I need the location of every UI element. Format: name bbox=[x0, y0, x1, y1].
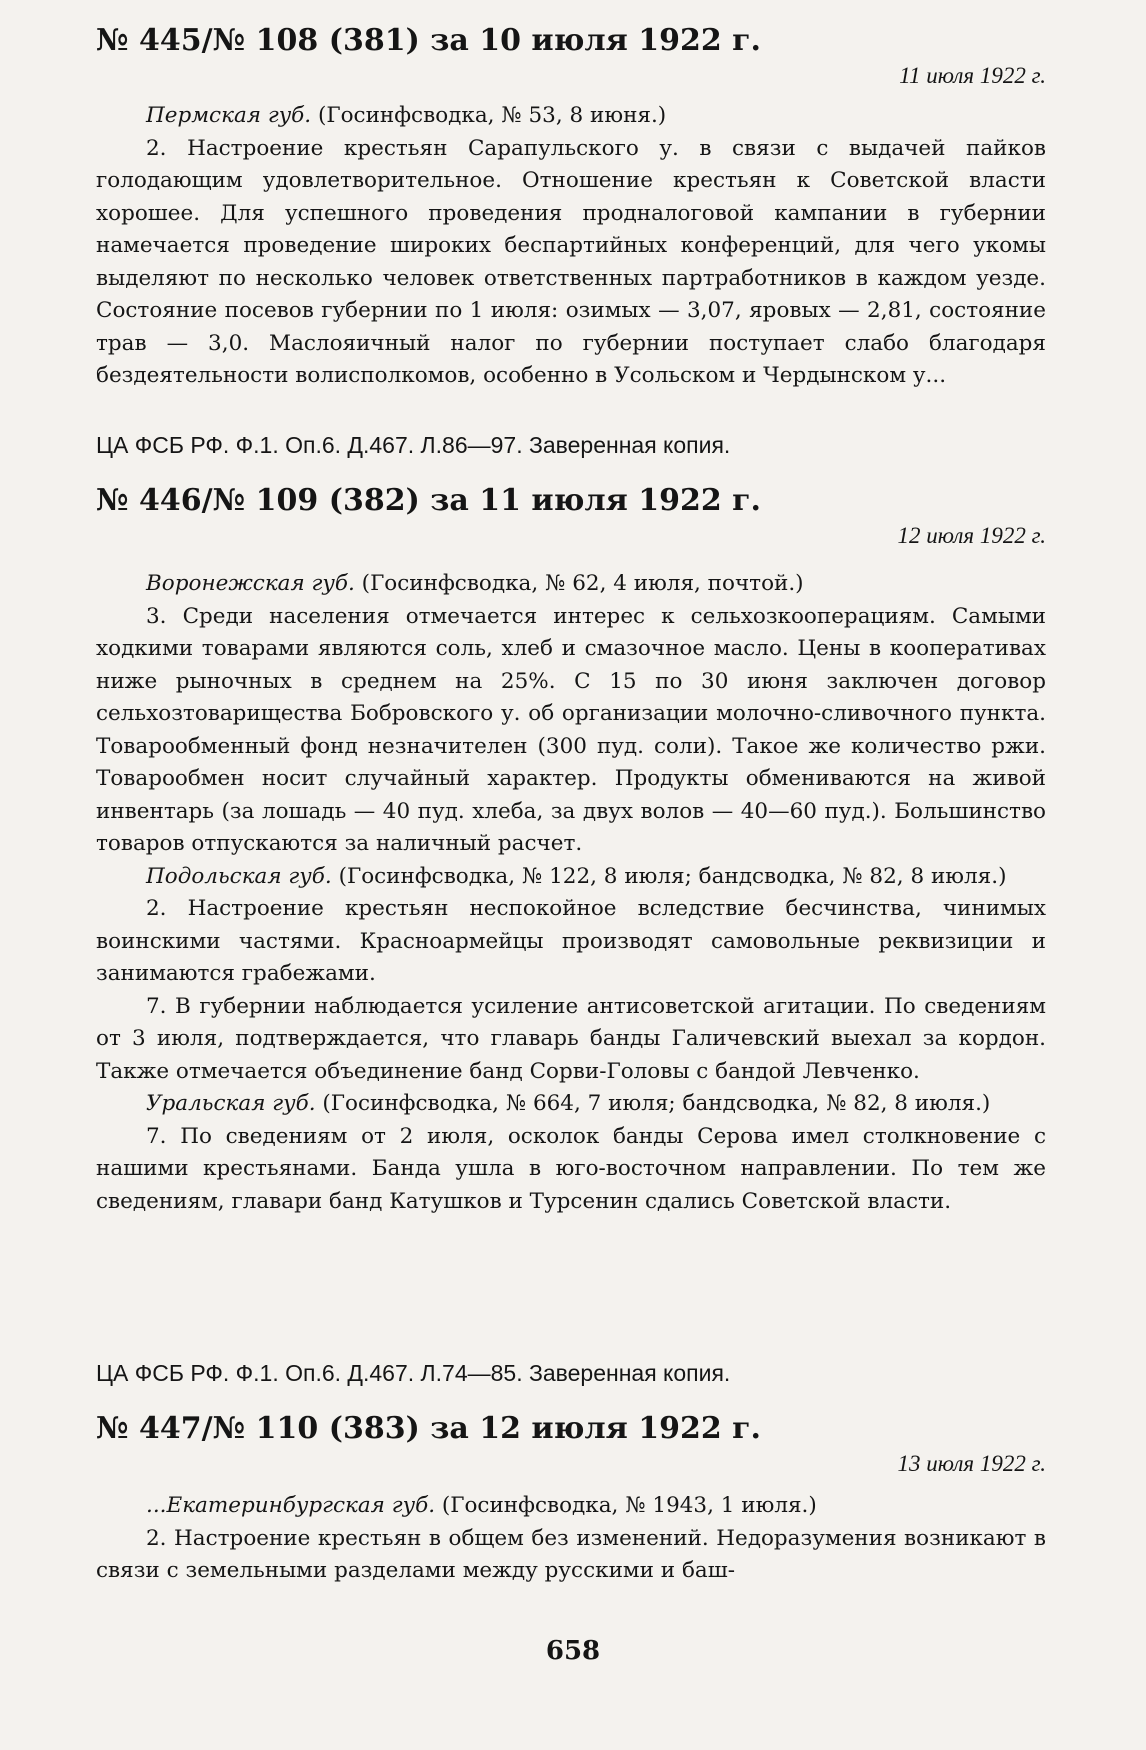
doc-446-paragraph-3: 7. В губернии наблюдается усиление антисоветской агитации. По сведениям от 3 июля, подтверждается, что главарь банды Галичевский выехал за кордон. Также отмечается объединение банд Сорви-Головы с бандой Левченко. bbox=[96, 993, 1046, 1084]
doc-445-paragraph: 2. Настроение крестьян Сарапульского у. в связи с выдачей пайков голодающим удовлетворительное. Отношение крестьян к Советской власти хорошее. Для успешного проведения продналоговой кампании в губернии намечается проведение широких беспартийных конференций, для чего укомы выделяют по несколько человек ответственных партработников в каждом уезде. Состояние посевов губернии по 1 июля: озимых — 3,07, яровых — 2,81, состояние трав — 3,0. Маслояичный налог по губернии поступает слабо благодаря бездеятельности волисполкомов, особенно в Усольском и Чердынском у... bbox=[96, 135, 1046, 388]
doc-446-date: 12 июля 1922 г. bbox=[897, 523, 1046, 548]
source-region: Уральская губ. bbox=[146, 1091, 316, 1116]
doc-445-date: 11 июля 1922 г. bbox=[899, 63, 1046, 88]
source-details: (Госинфсводка, № 1943, 1 июля.) bbox=[435, 1493, 817, 1518]
doc-447-date: 13 июля 1922 г. bbox=[897, 1451, 1046, 1476]
doc-447-paragraph: 2. Настроение крестьян в общем без изменений. Недоразумения возникают в связи с земельными разделами между русскими и баш- bbox=[96, 1525, 1046, 1583]
source-details: (Госинфсводка, № 664, 7 июля; бандсводка, № 82, 8 июля.) bbox=[315, 1091, 991, 1116]
source-region: Пермская губ. bbox=[146, 103, 312, 128]
doc-446-section bbox=[96, 482, 1046, 554]
source-region: Подольская губ. bbox=[146, 863, 332, 889]
doc-447-body bbox=[96, 1490, 1046, 1588]
doc-446-source-3 bbox=[96, 1088, 1046, 1121]
doc-446-source-1 bbox=[96, 568, 1046, 601]
doc-446-heading: № 446/№ 109 (382) за 11 июля 1922 г. bbox=[96, 483, 761, 518]
source-details: (Госинфсводка, № 53, 8 июня.) bbox=[311, 103, 667, 128]
doc-445-section bbox=[96, 22, 1046, 94]
doc-445-heading: № 445/№ 108 (381) за 10 июля 1922 г. bbox=[96, 23, 761, 58]
doc-447-source bbox=[96, 1490, 1046, 1523]
doc-446-paragraph-1: 3. Среди населения отмечается интерес к сельхозкооперациям. Самыми ходкими товарами являются соль, хлеб и смазочное масло. Цены в кооперативах ниже рыночных в среднем на 25%. С 15 по 30 июня заключен договор сельхозтоварищества Бобровского у. об организации молочно-сливочного пункта. Товарообменный фонд незначителен (300 пуд. соли). Такое же количество ржи. Товарообмен носит случайный характер. Продукты обмениваются на живой инвентарь (за лошадь — 40 пуд. хлеба, за двух волов — 40—60 пуд.). Большинство товаров отпускаются за наличный расчет. bbox=[96, 603, 1046, 856]
doc-447-heading: № 447/№ 110 (383) за 12 июля 1922 г. bbox=[96, 1411, 761, 1446]
archive-reference: ЦА ФСБ РФ. Ф.1. Оп.6. Д.467. Л.74—85. Заверенная копия. bbox=[96, 1360, 731, 1386]
doc-446-body bbox=[96, 568, 1046, 1218]
source-region: ...Екатеринбургская губ. bbox=[146, 1493, 436, 1518]
doc-445-archive bbox=[96, 430, 1046, 460]
source-details: (Госинфсводка, № 122, 8 июля; бандсводка, № 82, 8 июля.) bbox=[331, 863, 1007, 889]
doc-446-archive bbox=[96, 1358, 1046, 1388]
doc-447-section bbox=[96, 1410, 1046, 1482]
doc-445-source bbox=[96, 100, 1046, 133]
doc-445-body bbox=[96, 100, 1046, 393]
source-details: (Госинфсводка, № 62, 4 июля, почтой.) bbox=[354, 571, 804, 596]
archive-reference: ЦА ФСБ РФ. Ф.1. Оп.6. Д.467. Л.86—97. Заверенная копия. bbox=[96, 432, 731, 458]
doc-446-paragraph-2: 2. Настроение крестьян неспокойное вследствие бесчинства, чинимых воинскими частями. Красноармейцы производят самовольные реквизиции и занимаются грабежами. bbox=[96, 896, 1046, 986]
doc-446-paragraph-4: 7. По сведениям от 2 июля, осколок банды Серова имел столкновение с нашими крестьянами. Банда ушла в юго-восточном направлении. По тем же сведениям, главари банд Катушков и Турсенин сдались Советской власти. bbox=[96, 1123, 1046, 1214]
page-number: 658 bbox=[545, 1636, 601, 1666]
doc-446-source-2 bbox=[96, 861, 1046, 894]
source-region: Воронежская губ. bbox=[146, 571, 355, 596]
